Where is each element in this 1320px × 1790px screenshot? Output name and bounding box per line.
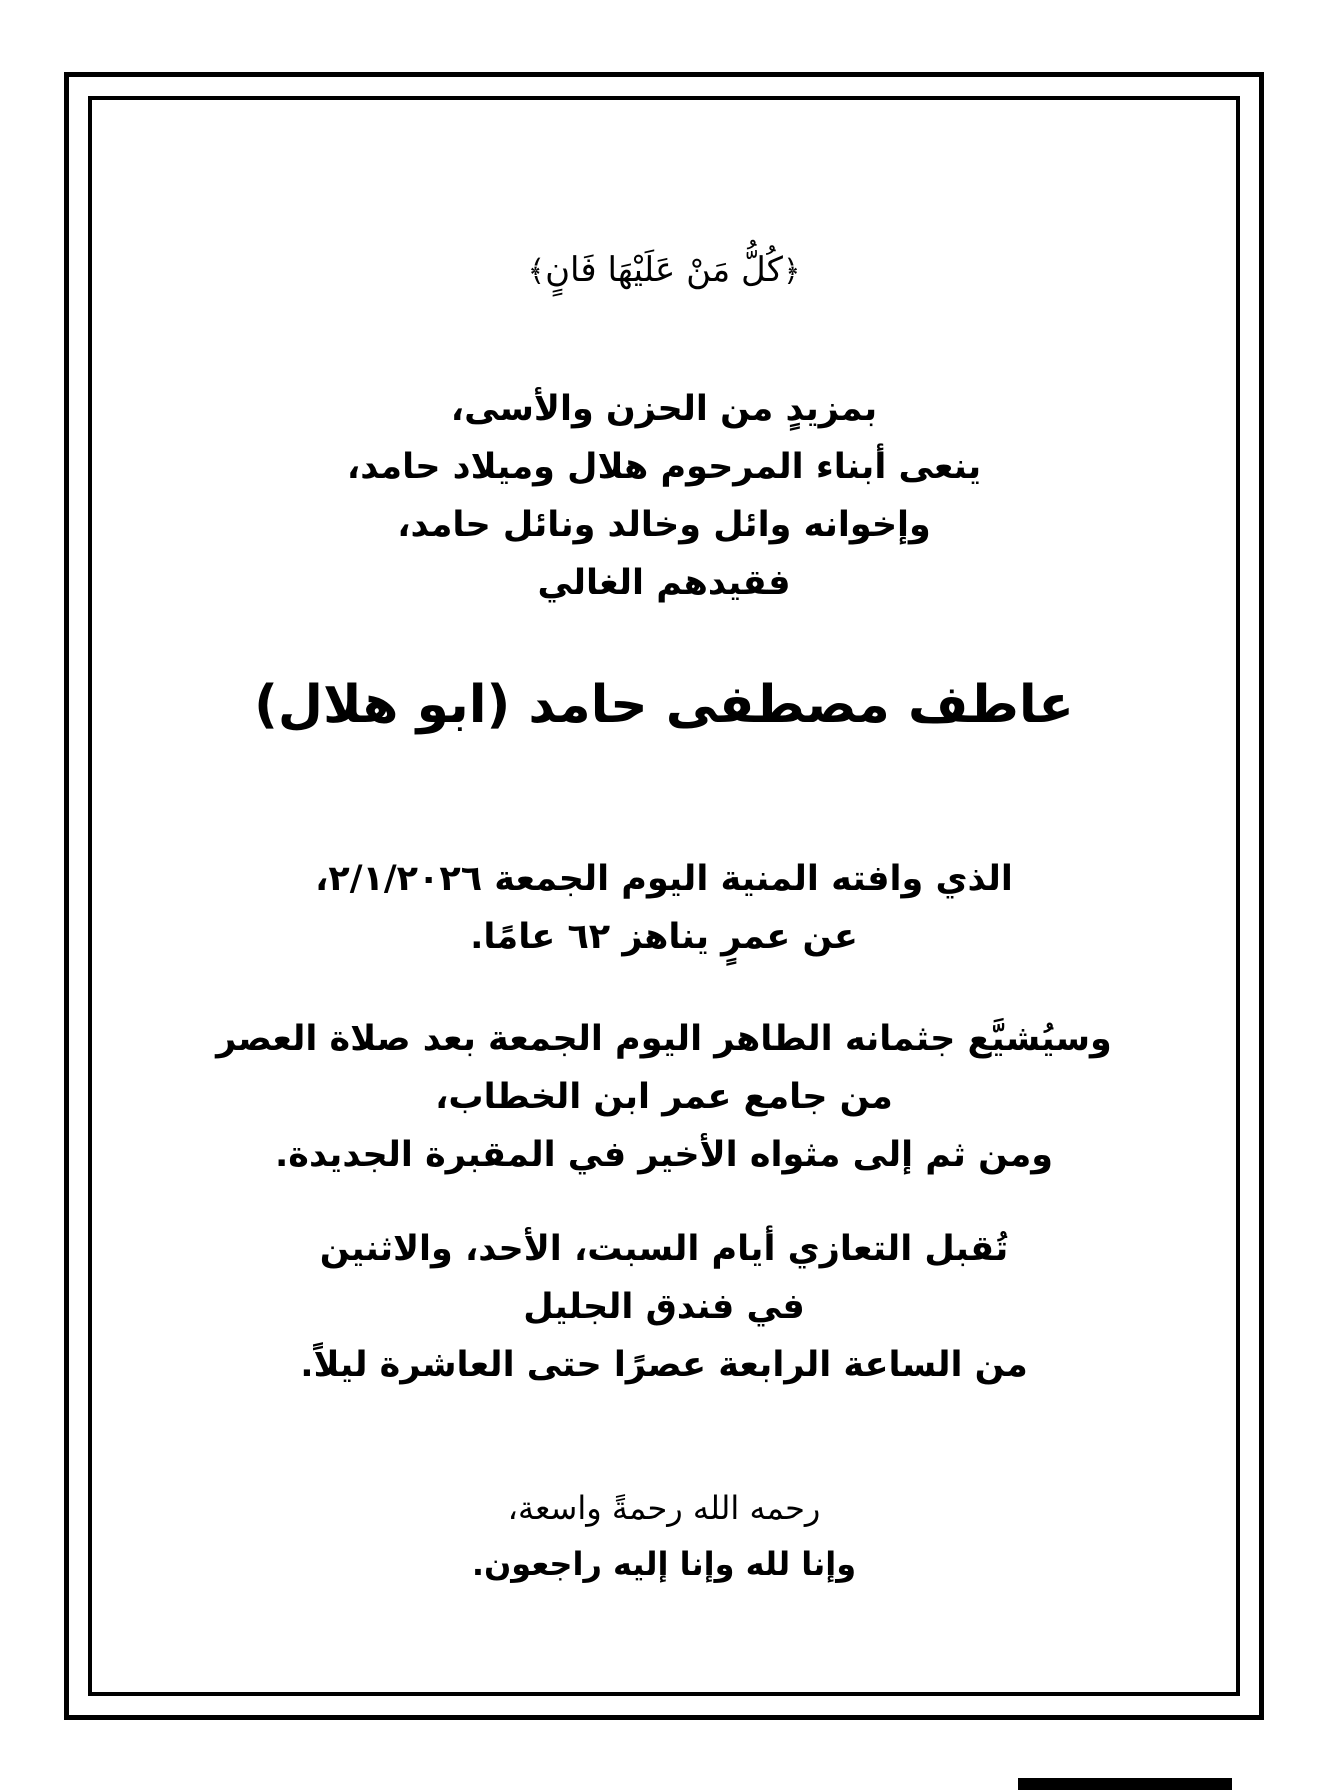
funeral-line: وسيُشيَّع جثمانه الطاهر اليوم الجمعة بعد صلاة العصر: [216, 1019, 1112, 1059]
death-line: الذي وافته المنية اليوم الجمعة ٢/١/٢٠٢٦،: [315, 859, 1013, 899]
funeral-line: ومن ثم إلى مثواه الأخير في المقبرة الجديدة.: [275, 1135, 1053, 1175]
condolence-line: في فندق الجليل: [523, 1287, 805, 1327]
obituary-notice: [92, 100, 1236, 1692]
intro-line: بمزيدٍ من الحزن والأسى،: [450, 389, 878, 429]
quran-verse-heading: [92, 250, 1236, 290]
prayer-line: وإنا لله وإنا إليه راجعون.: [471, 1545, 857, 1583]
intro-line: فقيدهم الغالي: [537, 563, 791, 603]
cropped-edge-bar: [1018, 1778, 1232, 1790]
funeral-details: [92, 1010, 1236, 1184]
ornate-bracket-open-icon: ﴿: [782, 254, 801, 289]
funeral-line: من جامع عمر ابن الخطاب،: [435, 1077, 893, 1117]
condolence-details: [92, 1220, 1236, 1394]
announcement-intro: [92, 380, 1236, 612]
closing-prayer: [92, 1480, 1236, 1592]
deceased-name: عاطف مصطفى حامد (ابو هلال): [254, 675, 1074, 735]
prayer-line: رحمه الله رحمةً واسعة،: [507, 1489, 821, 1527]
ornate-bracket-close-icon: ﴾: [527, 254, 546, 289]
intro-line: وإخوانه وائل وخالد ونائل حامد،: [397, 505, 931, 545]
condolence-line: من الساعة الرابعة عصرًا حتى العاشرة ليلاً.: [300, 1345, 1028, 1385]
death-line: عن عمرٍ يناهز ٦٢ عامًا.: [470, 917, 858, 957]
death-details: [92, 850, 1236, 966]
intro-line: ينعى أبناء المرحوم هلال وميلاد حامد،: [346, 447, 982, 487]
condolence-line: تُقبل التعازي أيام السبت، الأحد، والاثنين: [319, 1229, 1009, 1269]
verse-text: كُلُّ مَنْ عَلَيْهَا فَانٍ: [545, 250, 783, 290]
